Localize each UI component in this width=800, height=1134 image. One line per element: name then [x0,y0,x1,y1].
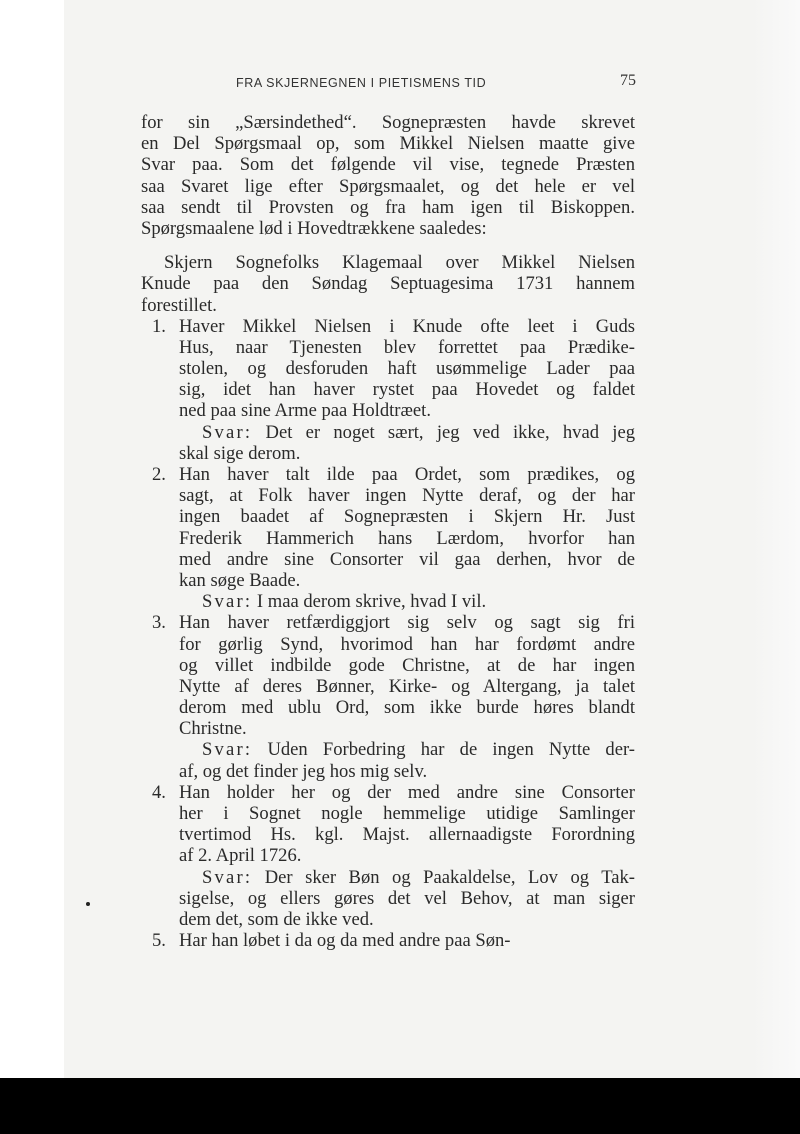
svar-line: af, og det finder jeg hos mig selv. [179,760,428,782]
complaint-item [141,464,635,612]
item-line: Hus, naar Tjenesten blev forrettet paa Prædike- [179,336,635,358]
complaint-item [141,930,635,951]
item-line: derom med ublu Ord, som ikke burde høres blandt [179,697,635,719]
heading-line: Skjern Sognefolks Klagemaal over Mikkel Nielsen [164,252,635,274]
item-line: her i Sognet nogle hemmelige utidige Samlinger [179,803,635,824]
svar-label: Svar: [202,866,253,888]
item-first-line [141,930,635,951]
item-line: sagt, at Folk haver ingen Nytte deraf, og der har [179,485,635,507]
svar-line: skal sige derom. [179,442,301,464]
item-line-text: Han haver retfærdiggjort sig selv og sagt sig fri [179,612,635,634]
item-line: tvertimod Hs. kgl. Majst. allernaadigste Forordning [179,824,635,846]
svar-first-line [141,739,635,760]
complaint-list [141,316,635,952]
svar-first-line [141,867,635,888]
running-head: FRA SKJERNEGNEN I PIETISMENS TID [236,76,487,90]
svar-first-line [141,591,635,612]
item-number: 2. [152,464,166,485]
item-line: ingen baadet af Sognepræsten i Skjern Hr. Just [179,506,635,528]
svar-line: sigelse, og ellers gøres det vel Behov, at man siger [179,887,635,909]
item-first-line [141,612,635,633]
body-text [141,112,635,951]
svar-text: Der sker Bøn og Paakaldelse, Lov og Tak- [264,866,635,888]
svar-text: Det er noget sært, jeg ved ikke, hvad jeg [265,421,636,443]
heading-line: forestillet. [141,294,217,316]
svar-label: Svar: [202,591,253,613]
text-line: for sin „Særsindethed“. Sognepræsten havde skrevet [141,112,635,133]
text-line: saa sendt til Provsten og fra ham igen til Biskoppen. [141,196,635,218]
item-line-text: Haver Mikkel Nielsen i Knude ofte leet i Guds [179,315,635,337]
svar-text: I maa derom skrive, hvad I vil. [256,591,487,613]
item-first-line [141,782,635,803]
item-first-line [141,316,635,337]
heading-line: Knude paa den Søndag Septuagesima 1731 hannem [141,273,635,295]
item-line: Christne. [179,718,247,740]
item-line: for gørlig Synd, hvorimod han har fordømt andre [179,633,635,655]
item-line: med andre sine Consorter vil gaa derhen, hvor de [179,548,635,570]
item-line: ned paa sine Arme paa Holdtræet. [179,400,431,422]
complaint-heading [141,252,635,316]
text-line: en Del Spørgsmaal op, som Mikkel Nielsen maatte give [141,133,635,155]
scan-bottom-band [0,1078,800,1134]
item-line-text: Han haver talt ilde paa Ordet, som prædikes, og [179,464,635,485]
complaint-item [141,316,635,464]
page-number: 75 [620,72,636,89]
intro-paragraph [141,112,635,239]
item-line-text: Har han løbet i da og da med andre paa Søn- [179,930,511,952]
svar-label: Svar: [202,739,253,761]
paragraph-gap [141,239,635,252]
text-line: Spørgsmaalene lød i Hovedtrækkene saaledes: [141,217,487,239]
item-line: stolen, og desforuden haft usømmelige Lader paa [179,358,635,380]
complaint-item [141,612,635,782]
item-line: kan søge Baade. [179,569,301,591]
item-number: 3. [152,612,166,634]
text-line: saa Svaret lige efter Spørgsmaalet, og det hele er vel [141,175,635,197]
svar-first-line [141,422,635,443]
complaint-item [141,782,635,930]
text-line: Svar paa. Som det følgende vil vise, tegnede Præsten [141,154,635,176]
item-line: af 2. April 1726. [179,845,302,867]
item-line-text: Han holder her og der med andre sine Consorter [179,781,635,803]
item-number: 5. [152,930,166,952]
svar-label: Svar: [202,421,253,443]
margin-speck [86,902,90,906]
item-line: og villet indbilde gode Christne, at de har ingen [179,654,635,676]
svar-text: Uden Forbedring har de ingen Nytte der- [267,739,635,761]
item-number: 4. [152,781,166,803]
item-line: Frederik Hammerich hans Lærdom, hvorfor han [179,527,635,549]
item-first-line [141,464,635,485]
item-line: sig, idet han haver rystet paa Hovedet og faldet [179,379,635,401]
item-number: 1. [152,315,166,337]
item-line: Nytte af deres Bønner, Kirke- og Altergang, ja talet [179,675,635,697]
svar-line: dem det, som de ikke ved. [179,908,374,930]
